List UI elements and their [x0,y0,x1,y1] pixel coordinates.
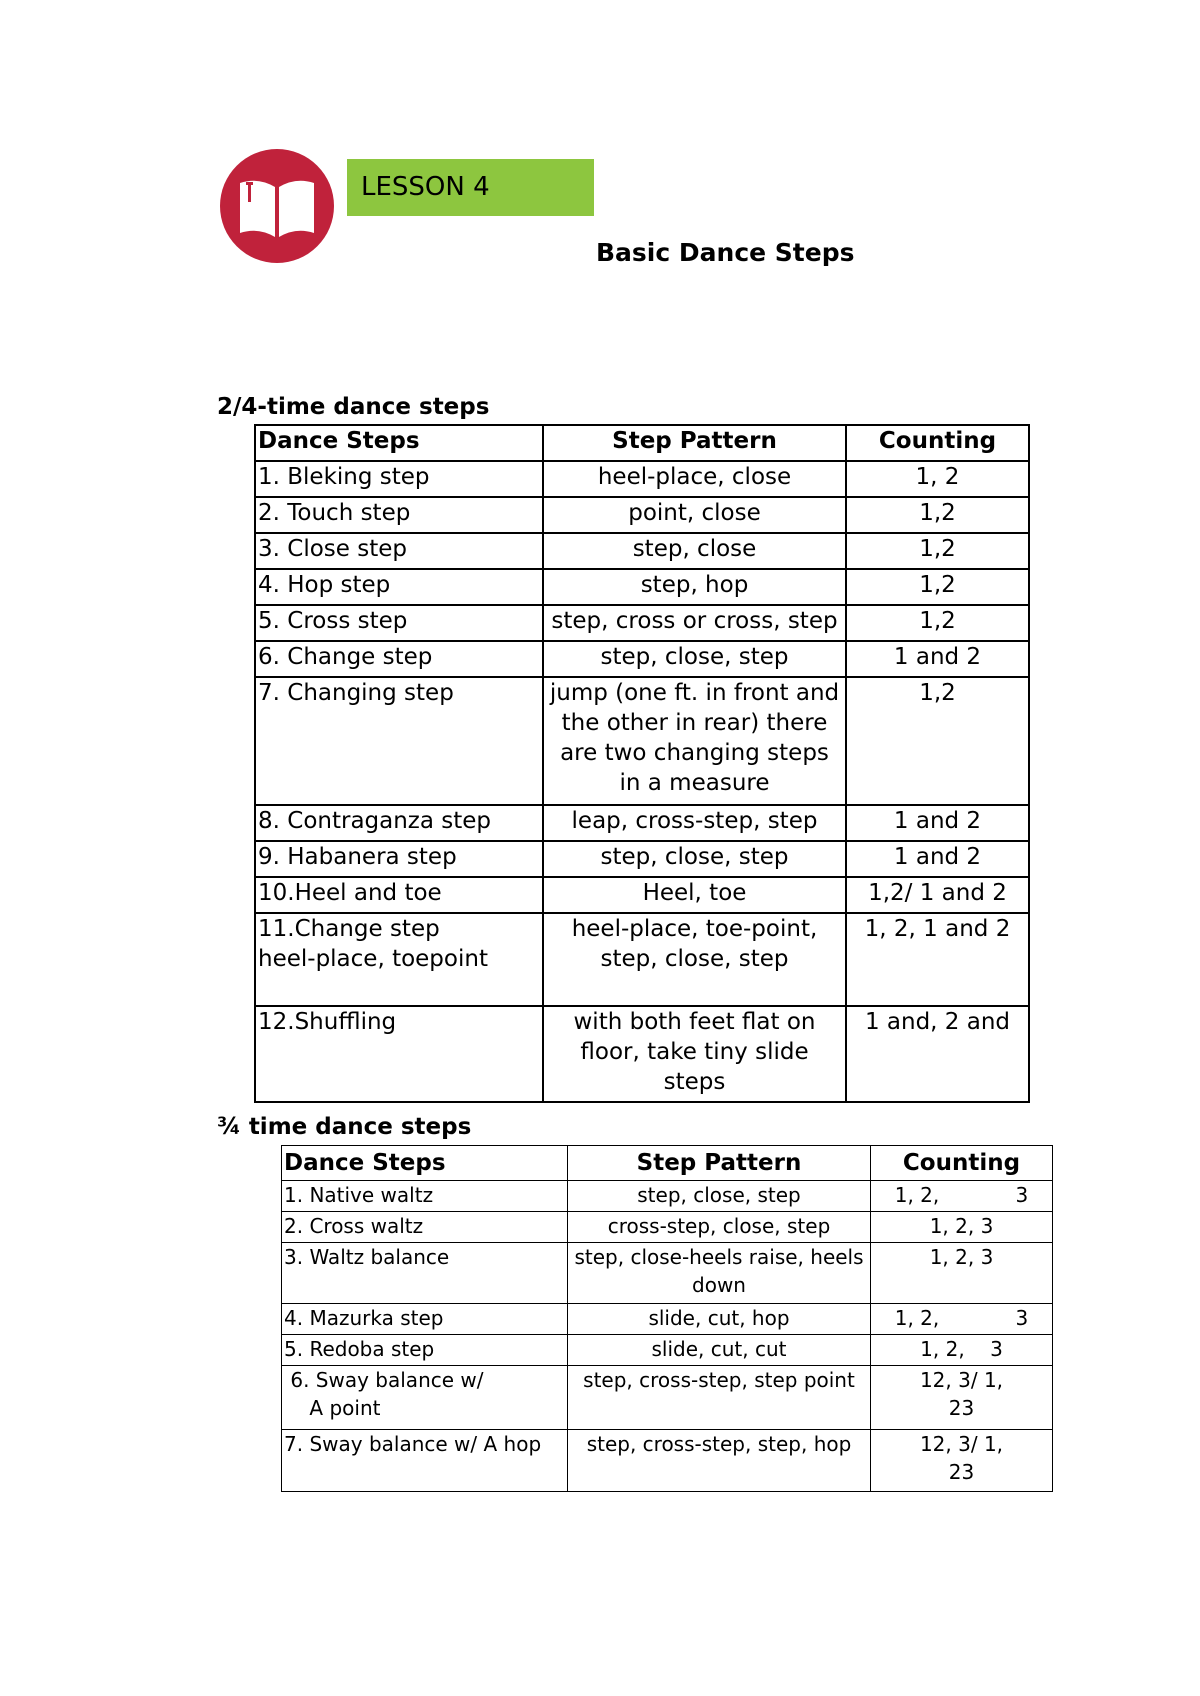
counting-cell: 12, 3/ 1, 23 [871,1430,1053,1492]
table-row [255,677,1029,805]
step-pattern-cell: step, close [543,533,846,569]
step-pattern-cell: jump (one ft. in front and the other in rear) there are two changing steps in a measure [543,677,846,805]
table-row [255,533,1029,569]
step-pattern-cell: leap, cross-step, step [543,805,846,841]
table-row [282,1304,1053,1335]
table-header-row [255,425,1029,461]
counting-cell: 1, 2, 3 [871,1243,1053,1304]
counting-cell: 1,2 [846,533,1029,569]
step-pattern-cell: slide, cut, hop [568,1304,871,1335]
counting-cell: 1, 2, 3 [871,1304,1053,1335]
table-row [282,1212,1053,1243]
counting-cell: 1 and 2 [846,841,1029,877]
table-row [255,641,1029,677]
dance-step-cell: 4. Hop step [255,569,543,605]
lesson-logo [220,149,334,263]
table-row [255,461,1029,497]
table-row [282,1181,1053,1212]
counting-cell: 1,2 [846,497,1029,533]
table-row [255,877,1029,913]
dance-step-cell: 4. Mazurka step [282,1304,568,1335]
table-row [282,1430,1053,1492]
step-pattern-cell: step, close-heels raise, heels down [568,1243,871,1304]
table-row [255,841,1029,877]
page-title: Basic Dance Steps [596,238,855,267]
dance-step-cell: 2. Touch step [255,497,543,533]
dance-step-cell: 7. Changing step [255,677,543,805]
dance-step-cell: 5. Cross step [255,605,543,641]
step-pattern-cell: cross-step, close, step [568,1212,871,1243]
dance-step-cell: 12.Shuffling [255,1006,543,1102]
dance-step-cell: 6. Sway balance w/ A point [282,1366,568,1430]
dance-step-cell: 2. Cross waltz [282,1212,568,1243]
table-row [255,569,1029,605]
table-row [255,805,1029,841]
table-2-4-time-steps [254,424,1030,1103]
table-row [282,1243,1053,1304]
column-header: Dance Steps [282,1146,568,1181]
dance-step-cell: 9. Habanera step [255,841,543,877]
column-header: Dance Steps [255,425,543,461]
step-pattern-cell: step, close, step [543,641,846,677]
step-pattern-cell: step, cross-step, step, hop [568,1430,871,1492]
counting-cell: 1 and 2 [846,641,1029,677]
counting-cell: 1, 2 [846,461,1029,497]
step-pattern-cell: Heel, toe [543,877,846,913]
counting-cell: 1, 2, 3 [871,1212,1053,1243]
table-3-4-time-steps [281,1145,1053,1492]
counting-cell: 1, 2, 3 [871,1181,1053,1212]
step-pattern-cell: heel-place, close [543,461,846,497]
table-row [255,497,1029,533]
step-pattern-cell: step, close, step [543,841,846,877]
counting-cell: 1, 2, 1 and 2 [846,913,1029,1006]
step-pattern-cell: with both feet flat on floor, take tiny slide steps [543,1006,846,1102]
counting-cell: 1,2 [846,605,1029,641]
dance-step-cell: 6. Change step [255,641,543,677]
dance-step-cell: 1. Native waltz [282,1181,568,1212]
table-row [282,1335,1053,1366]
counting-cell: 1, 2, 3 [871,1335,1053,1366]
dance-step-cell: 3. Waltz balance [282,1243,568,1304]
step-pattern-cell: slide, cut, cut [568,1335,871,1366]
column-header: Counting [871,1146,1053,1181]
counting-cell: 1 and, 2 and [846,1006,1029,1102]
counting-cell: 1,2 [846,569,1029,605]
dance-step-cell: 5. Redoba step [282,1335,568,1366]
step-pattern-cell: heel-place, toe-point, step, close, step [543,913,846,1006]
column-header: Step Pattern [543,425,846,461]
open-book-icon [220,149,334,263]
counting-cell: 1,2/ 1 and 2 [846,877,1029,913]
section-title-2-4-time: 2/4-time dance steps [217,394,490,420]
table-row [255,605,1029,641]
dance-step-cell: 11.Change step heel-place, toepoint [255,913,543,1006]
dance-step-cell: 10.Heel and toe [255,877,543,913]
dance-step-cell: 7. Sway balance w/ A hop [282,1430,568,1492]
lesson-label: LESSON 4 [347,159,594,216]
step-pattern-cell: point, close [543,497,846,533]
counting-cell: 1,2 [846,677,1029,805]
step-pattern-cell: step, cross or cross, step [543,605,846,641]
table-row [255,1006,1029,1102]
counting-cell: 12, 3/ 1, 23 [871,1366,1053,1430]
step-pattern-cell: step, close, step [568,1181,871,1212]
step-pattern-cell: step, cross-step, step point [568,1366,871,1430]
column-header: Counting [846,425,1029,461]
counting-cell: 1 and 2 [846,805,1029,841]
table-header-row [282,1146,1053,1181]
column-header: Step Pattern [568,1146,871,1181]
dance-step-cell: 3. Close step [255,533,543,569]
table-row [282,1366,1053,1430]
section-title-3-4-time: ¾ time dance steps [217,1114,472,1140]
step-pattern-cell: step, hop [543,569,846,605]
table-row [255,913,1029,1006]
dance-step-cell: 8. Contraganza step [255,805,543,841]
dance-step-cell: 1. Bleking step [255,461,543,497]
